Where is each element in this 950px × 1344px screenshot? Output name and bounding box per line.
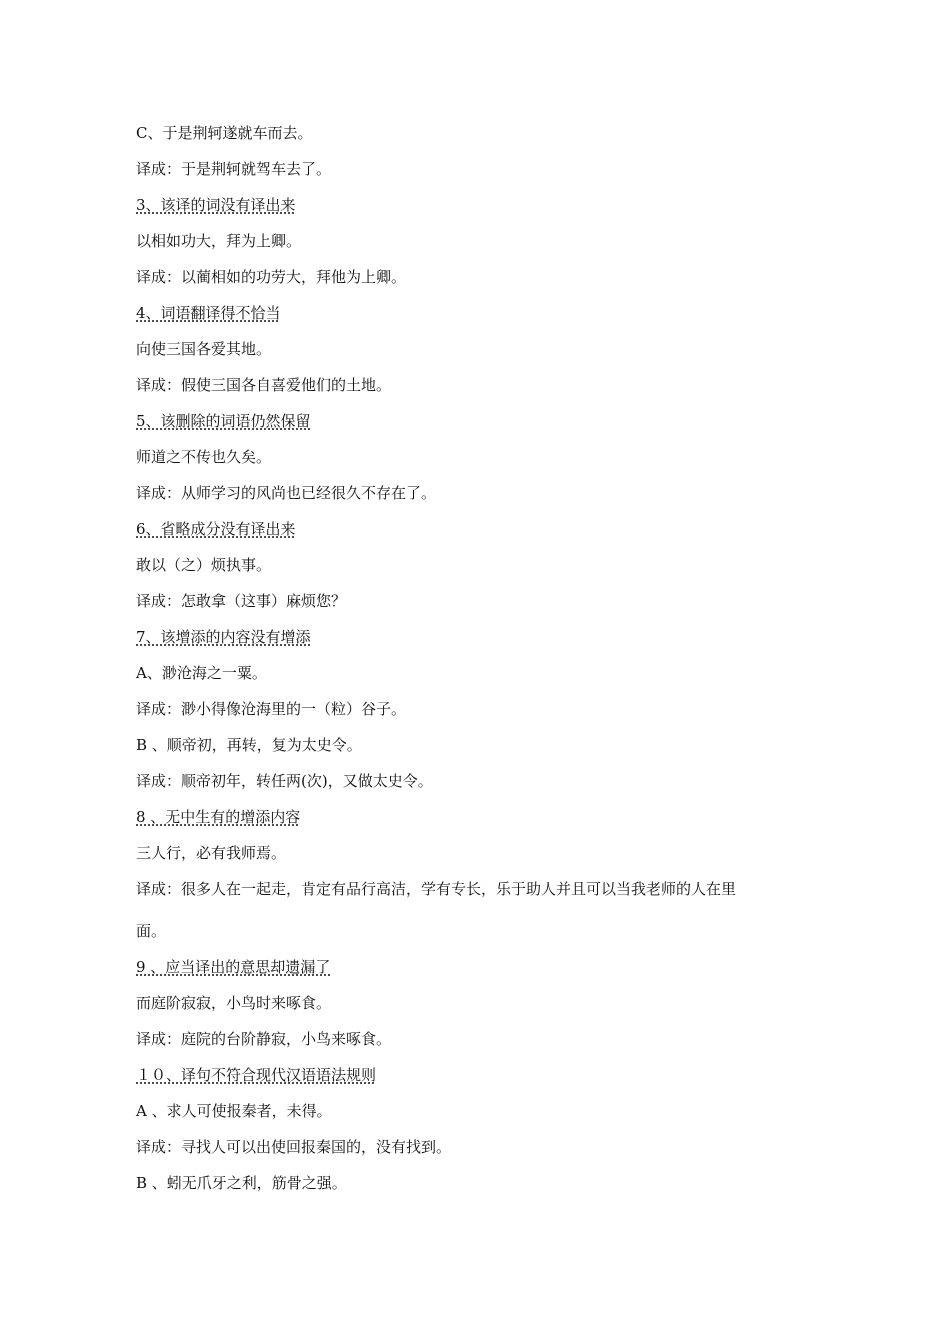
line-text: 三人行，必有我师焉。 <box>136 844 287 862</box>
section-heading <box>136 196 836 214</box>
text-line <box>136 880 836 898</box>
text-line <box>136 1102 836 1120</box>
line-text: 而庭阶寂寂，小鸟时来啄食。 <box>136 994 332 1012</box>
line-text: 8 、无中生有的增添内容 <box>136 808 301 826</box>
section-heading <box>136 628 836 646</box>
text-line <box>136 736 836 754</box>
text-line <box>136 994 836 1012</box>
text-line <box>136 268 836 286</box>
line-text: 译成：假使三国各自喜爱他们的土地。 <box>136 376 392 394</box>
line-text: 向使三国各爱其地。 <box>136 340 272 358</box>
line-text: 译成：渺小得像沧海里的一（粒）谷子。 <box>136 700 407 718</box>
text-line <box>136 1030 836 1048</box>
line-text: 面。 <box>136 922 167 940</box>
line-text: 4、词语翻译得不恰当 <box>136 304 281 322</box>
section-heading <box>136 958 836 976</box>
text-line <box>136 1138 836 1156</box>
text-line <box>136 844 836 862</box>
text-line <box>136 484 836 502</box>
text-line <box>136 922 836 940</box>
line-text: 译成：怎敢拿（这事）麻烦您？ <box>136 592 347 610</box>
line-text: 以相如功大，拜为上卿。 <box>136 232 302 250</box>
line-text: A、渺沧海之一粟。 <box>136 664 267 682</box>
line-text: 译成：顺帝初年，转任两(次)，又做太史令。 <box>136 772 433 790</box>
text-line <box>136 1174 836 1192</box>
line-text: １０、译句不符合现代汉语语法规则 <box>136 1066 377 1084</box>
line-text: 6、省略成分没有译出来 <box>136 520 296 538</box>
text-line <box>136 700 836 718</box>
line-text: 译成：庭院的台阶静寂，小鸟来啄食。 <box>136 1030 392 1048</box>
line-text: 9 、应当译出的意思却遗漏了 <box>136 958 331 976</box>
text-line <box>136 376 836 394</box>
text-line <box>136 160 836 178</box>
section-heading <box>136 1066 836 1084</box>
section-heading <box>136 412 836 430</box>
line-text: 敢以（之）烦执事。 <box>136 556 272 574</box>
section-heading <box>136 808 836 826</box>
line-text: C、于是荆轲遂就车而去。 <box>136 124 313 142</box>
text-line <box>136 124 836 142</box>
text-line <box>136 664 836 682</box>
text-line <box>136 772 836 790</box>
line-text: 3、该译的词没有译出来 <box>136 196 296 214</box>
line-text: 译成：从师学习的风尚也已经很久不存在了。 <box>136 484 437 502</box>
line-text: 译成：很多人在一起走，肯定有品行高洁，学有专长，乐于助人并且可以当我老师的人在里 <box>136 880 737 898</box>
text-line <box>136 556 836 574</box>
line-text: 译成：以蔺相如的功劳大，拜他为上卿。 <box>136 268 407 286</box>
text-line <box>136 340 836 358</box>
section-heading <box>136 304 836 322</box>
section-heading <box>136 520 836 538</box>
line-text: 师道之不传也久矣。 <box>136 448 272 466</box>
line-text: 7、该增添的内容没有增添 <box>136 628 311 646</box>
line-text: 译成：于是荆轲就驾车去了。 <box>136 160 332 178</box>
line-text: 译成：寻找人可以出使回报秦国的，没有找到。 <box>136 1138 452 1156</box>
document-body <box>136 124 836 1210</box>
text-line <box>136 592 836 610</box>
line-text: 5、该删除的词语仍然保留 <box>136 412 311 430</box>
text-line <box>136 232 836 250</box>
line-text: B 、顺帝初，再转，复为太史令。 <box>136 736 362 754</box>
line-text: B 、蚓无爪牙之利，筋骨之强。 <box>136 1174 347 1192</box>
text-line <box>136 448 836 466</box>
line-text: A 、求人可使报秦者，未得。 <box>136 1102 332 1120</box>
